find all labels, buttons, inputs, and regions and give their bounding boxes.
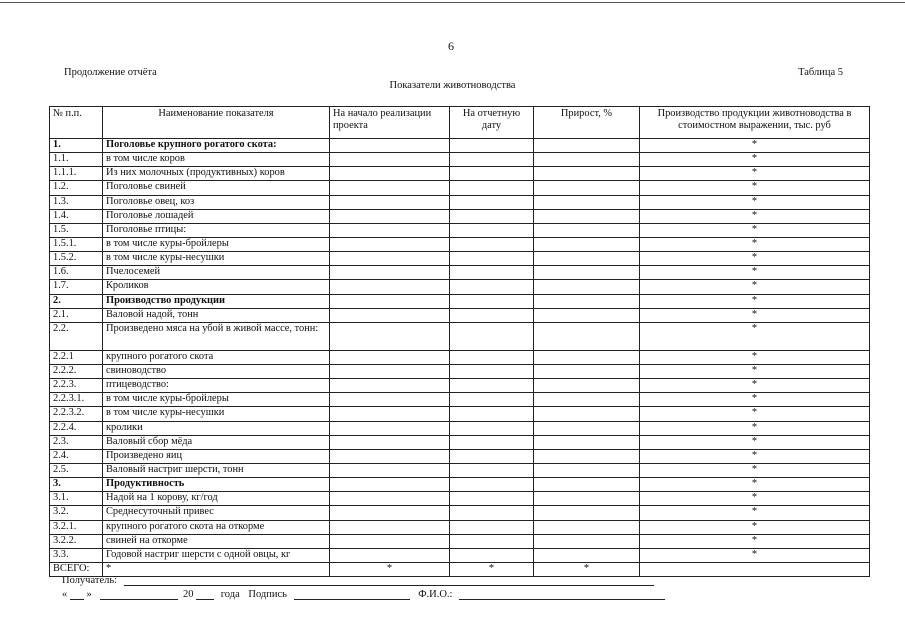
table-row <box>50 379 870 393</box>
row-cell-report <box>450 181 534 195</box>
total-label: ВСЕГО: <box>50 562 103 576</box>
table-row <box>50 478 870 492</box>
total-cell-production <box>640 562 870 576</box>
row-indicator-name: кролики <box>103 421 330 435</box>
row-cell-report <box>450 209 534 223</box>
row-cell-start <box>330 407 450 421</box>
row-cell-start <box>330 308 450 322</box>
row-cell-report <box>450 308 534 322</box>
row-number: 1.3. <box>50 195 103 209</box>
row-cell-production: * <box>640 139 870 153</box>
row-cell-growth <box>534 520 640 534</box>
row-indicator-name: Из них молочных (продуктивных) коров <box>103 167 330 181</box>
row-indicator-name: крупного рогатого скота <box>103 350 330 364</box>
row-cell-start <box>330 478 450 492</box>
row-indicator-name: Валовой надой, тонн <box>103 308 330 322</box>
table-row <box>50 435 870 449</box>
total-cell-name: * <box>103 562 330 576</box>
row-cell-growth <box>534 548 640 562</box>
row-number: 2.2.3.1. <box>50 393 103 407</box>
row-cell-growth <box>534 209 640 223</box>
row-cell-production: * <box>640 308 870 322</box>
row-cell-production: * <box>640 294 870 308</box>
table-row <box>50 492 870 506</box>
table-row <box>50 223 870 237</box>
row-cell-growth <box>534 195 640 209</box>
row-cell-production: * <box>640 252 870 266</box>
row-cell-growth <box>534 407 640 421</box>
header-production-value: Производство продукции животноводства в стоимостном выражении, тыс. руб <box>640 107 870 139</box>
row-cell-report <box>450 223 534 237</box>
signature-field[interactable] <box>294 588 410 600</box>
row-cell-production: * <box>640 167 870 181</box>
signature-label: Подпись <box>248 589 287 600</box>
row-indicator-name: в том числе куры-несушки <box>103 252 330 266</box>
row-number: 2.1. <box>50 308 103 322</box>
row-indicator-name: Производство продукции <box>103 294 330 308</box>
row-number: 3.2. <box>50 506 103 520</box>
row-number: 2. <box>50 294 103 308</box>
row-cell-start <box>330 153 450 167</box>
row-indicator-name: в том числе куры-бройлеры <box>103 393 330 407</box>
row-number: 1.5.1. <box>50 237 103 251</box>
recipient-label: Получатель: <box>62 575 118 586</box>
row-indicator-name: в том числе куры-бройлеры <box>103 237 330 251</box>
table-row <box>50 407 870 421</box>
row-cell-production: * <box>640 520 870 534</box>
total-cell-growth: * <box>534 562 640 576</box>
continuation-label: Продолжение отчёта <box>64 67 157 78</box>
row-cell-growth <box>534 223 640 237</box>
day-field[interactable] <box>70 588 84 600</box>
row-number: 1.1. <box>50 153 103 167</box>
row-cell-start <box>330 322 450 350</box>
row-cell-report <box>450 364 534 378</box>
row-cell-production: * <box>640 322 870 350</box>
row-number: 3.2.1. <box>50 520 103 534</box>
row-cell-start <box>330 195 450 209</box>
row-indicator-name: Продуктивность <box>103 478 330 492</box>
table-row <box>50 195 870 209</box>
row-cell-report <box>450 280 534 294</box>
row-number: 1.4. <box>50 209 103 223</box>
row-number: 2.2.4. <box>50 421 103 435</box>
row-cell-start <box>330 449 450 463</box>
month-field[interactable] <box>100 588 178 600</box>
row-cell-production: * <box>640 209 870 223</box>
row-cell-growth <box>534 167 640 181</box>
table-row <box>50 322 870 350</box>
table-row <box>50 139 870 153</box>
table-number: Таблица 5 <box>798 67 843 78</box>
row-cell-start <box>330 492 450 506</box>
header-indicator-name: Наименование показателя <box>103 107 330 139</box>
row-cell-start <box>330 393 450 407</box>
row-indicator-name: Валовый настриг шерсти, тонн <box>103 463 330 477</box>
page-top-edge <box>0 2 905 3</box>
row-cell-report <box>450 407 534 421</box>
table-row <box>50 534 870 548</box>
row-number: 2.2.3. <box>50 379 103 393</box>
row-cell-production: * <box>640 237 870 251</box>
row-cell-growth <box>534 280 640 294</box>
header-growth: Прирост, % <box>534 107 640 139</box>
table-row <box>50 463 870 477</box>
row-cell-report <box>450 492 534 506</box>
row-cell-production: * <box>640 223 870 237</box>
row-cell-growth <box>534 237 640 251</box>
row-indicator-name: Произведено мяса на убой в живой массе, тонн: <box>103 322 330 350</box>
row-indicator-name: Произведено яиц <box>103 449 330 463</box>
row-number: 2.2.3.2. <box>50 407 103 421</box>
row-indicator-name: Среднесуточный привес <box>103 506 330 520</box>
row-cell-production: * <box>640 364 870 378</box>
row-number: 1.2. <box>50 181 103 195</box>
row-indicator-name: птицеводство: <box>103 379 330 393</box>
row-cell-production: * <box>640 195 870 209</box>
table-row <box>50 252 870 266</box>
page-number: 6 <box>448 39 454 53</box>
table-row <box>50 364 870 378</box>
row-cell-start <box>330 181 450 195</box>
row-number: 2.2. <box>50 322 103 350</box>
signature-row <box>62 588 665 600</box>
row-cell-report <box>450 506 534 520</box>
row-indicator-name: Валовый сбор мёда <box>103 435 330 449</box>
total-cell-start: * <box>330 562 450 576</box>
header-number: № п.п. <box>50 107 103 139</box>
row-cell-production: * <box>640 506 870 520</box>
table-row <box>50 167 870 181</box>
row-cell-growth <box>534 478 640 492</box>
row-cell-report <box>450 294 534 308</box>
header-project-start: На начало реализации проекта <box>330 107 450 139</box>
row-number: 2.2.2. <box>50 364 103 378</box>
row-indicator-name: свиней на откорме <box>103 534 330 548</box>
table-row <box>50 209 870 223</box>
fio-label: Ф.И.О.: <box>418 589 453 600</box>
row-cell-start <box>330 223 450 237</box>
total-row <box>50 562 870 576</box>
row-cell-report <box>450 252 534 266</box>
row-cell-start <box>330 209 450 223</box>
row-number: 2.3. <box>50 435 103 449</box>
row-cell-start <box>330 266 450 280</box>
row-indicator-name: Поголовье овец, коз <box>103 195 330 209</box>
header-report-date: На отчетную дату <box>450 107 534 139</box>
row-cell-production: * <box>640 181 870 195</box>
row-cell-growth <box>534 379 640 393</box>
row-cell-growth <box>534 252 640 266</box>
row-cell-growth <box>534 350 640 364</box>
row-indicator-name: крупного рогатого скота на откорме <box>103 520 330 534</box>
table-row <box>50 237 870 251</box>
row-cell-growth <box>534 139 640 153</box>
row-cell-report <box>450 167 534 181</box>
row-number: 2.5. <box>50 463 103 477</box>
row-cell-report <box>450 393 534 407</box>
row-cell-production: * <box>640 548 870 562</box>
row-cell-report <box>450 463 534 477</box>
table-row <box>50 548 870 562</box>
quote-open: « <box>62 589 68 600</box>
row-cell-start <box>330 379 450 393</box>
row-cell-growth <box>534 308 640 322</box>
row-cell-growth <box>534 322 640 350</box>
fio-field[interactable] <box>459 588 665 600</box>
row-cell-production: * <box>640 350 870 364</box>
row-cell-growth <box>534 492 640 506</box>
row-cell-start <box>330 520 450 534</box>
row-cell-start <box>330 252 450 266</box>
table-row <box>50 350 870 364</box>
row-cell-production: * <box>640 534 870 548</box>
table-title: Показатели животноводства <box>389 80 516 91</box>
row-cell-start <box>330 280 450 294</box>
row-cell-production: * <box>640 421 870 435</box>
row-cell-report <box>450 322 534 350</box>
row-cell-production: * <box>640 449 870 463</box>
row-indicator-name: Пчелосемей <box>103 266 330 280</box>
row-cell-growth <box>534 449 640 463</box>
row-cell-start <box>330 167 450 181</box>
row-cell-report <box>450 266 534 280</box>
row-cell-report <box>450 449 534 463</box>
row-cell-start <box>330 350 450 364</box>
year-field[interactable] <box>196 588 214 600</box>
row-cell-report <box>450 237 534 251</box>
row-cell-start <box>330 548 450 562</box>
row-indicator-name: в том числе куры-несушки <box>103 407 330 421</box>
row-indicator-name: Кроликов <box>103 280 330 294</box>
row-cell-report <box>450 350 534 364</box>
row-number: 3. <box>50 478 103 492</box>
row-cell-production: * <box>640 153 870 167</box>
row-number: 3.1. <box>50 492 103 506</box>
row-cell-production: * <box>640 435 870 449</box>
row-cell-production: * <box>640 492 870 506</box>
row-cell-start <box>330 506 450 520</box>
row-cell-report <box>450 421 534 435</box>
row-cell-production: * <box>640 463 870 477</box>
row-number: 1.6. <box>50 266 103 280</box>
row-number: 1.5.2. <box>50 252 103 266</box>
row-cell-report <box>450 379 534 393</box>
table-header-row <box>50 107 870 139</box>
row-cell-start <box>330 421 450 435</box>
row-cell-report <box>450 478 534 492</box>
row-number: 2.4. <box>50 449 103 463</box>
row-cell-production: * <box>640 266 870 280</box>
year-suffix: года <box>220 589 240 600</box>
row-number: 1.5. <box>50 223 103 237</box>
table-row <box>50 294 870 308</box>
row-cell-growth <box>534 421 640 435</box>
table-body <box>50 139 870 563</box>
row-cell-start <box>330 237 450 251</box>
livestock-table <box>49 106 870 577</box>
row-cell-growth <box>534 463 640 477</box>
table-row <box>50 421 870 435</box>
row-cell-production: * <box>640 407 870 421</box>
row-cell-production: * <box>640 393 870 407</box>
row-cell-report <box>450 520 534 534</box>
row-cell-start <box>330 364 450 378</box>
row-cell-report <box>450 534 534 548</box>
table-row <box>50 449 870 463</box>
row-indicator-name: Поголовье крупного рогатого скота: <box>103 139 330 153</box>
row-cell-report <box>450 153 534 167</box>
row-cell-growth <box>534 181 640 195</box>
row-cell-growth <box>534 294 640 308</box>
table-row <box>50 181 870 195</box>
row-cell-production: * <box>640 379 870 393</box>
row-cell-production: * <box>640 478 870 492</box>
row-indicator-name: Поголовье птицы: <box>103 223 330 237</box>
row-cell-growth <box>534 393 640 407</box>
row-cell-report <box>450 195 534 209</box>
row-cell-start <box>330 294 450 308</box>
table-row <box>50 153 870 167</box>
total-cell-report: * <box>450 562 534 576</box>
row-indicator-name: Надой на 1 корову, кг/год <box>103 492 330 506</box>
recipient-field[interactable] <box>124 585 654 586</box>
row-indicator-name: в том числе коров <box>103 153 330 167</box>
table-row <box>50 308 870 322</box>
row-number: 3.3. <box>50 548 103 562</box>
quote-close: » <box>86 589 92 600</box>
row-cell-start <box>330 435 450 449</box>
row-cell-growth <box>534 534 640 548</box>
row-indicator-name: Поголовье свиней <box>103 181 330 195</box>
row-indicator-name: Годовой настриг шерсти с одной овцы, кг <box>103 548 330 562</box>
row-cell-growth <box>534 266 640 280</box>
row-cell-growth <box>534 435 640 449</box>
row-cell-start <box>330 139 450 153</box>
row-cell-start <box>330 534 450 548</box>
row-cell-start <box>330 463 450 477</box>
table-row <box>50 280 870 294</box>
table-row <box>50 393 870 407</box>
row-number: 1. <box>50 139 103 153</box>
row-cell-growth <box>534 506 640 520</box>
row-cell-production: * <box>640 280 870 294</box>
table-row <box>50 506 870 520</box>
year-prefix: 20 <box>183 589 194 600</box>
row-number: 1.7. <box>50 280 103 294</box>
row-number: 3.2.2. <box>50 534 103 548</box>
row-cell-report <box>450 139 534 153</box>
row-cell-report <box>450 548 534 562</box>
row-indicator-name: свиноводство <box>103 364 330 378</box>
row-cell-growth <box>534 364 640 378</box>
row-cell-growth <box>534 153 640 167</box>
table-row <box>50 520 870 534</box>
row-cell-report <box>450 435 534 449</box>
table-row <box>50 266 870 280</box>
row-number: 2.2.1 <box>50 350 103 364</box>
row-indicator-name: Поголовье лошадей <box>103 209 330 223</box>
row-number: 1.1.1. <box>50 167 103 181</box>
